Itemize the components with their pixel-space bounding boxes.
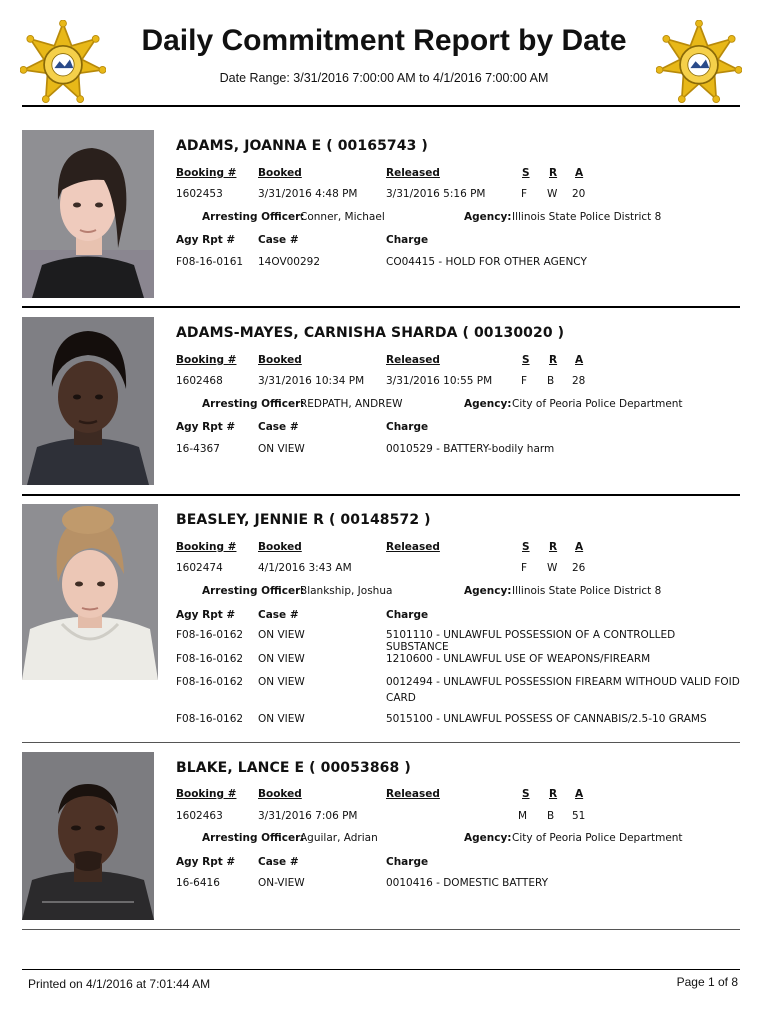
charge-value: 0010529 - BATTERY-bodily harm <box>386 443 555 455</box>
sex-label: S <box>522 788 530 800</box>
arresting-officer-value: REDPATH, ANDREW <box>300 398 403 410</box>
agency-label: Agency: <box>464 398 512 410</box>
page-indicator: Page 1 of 8 <box>676 975 738 989</box>
booking-number: 1602453 <box>176 188 223 200</box>
agency-value: Illinois State Police District 8 <box>512 211 662 223</box>
agency-label: Agency: <box>464 832 512 844</box>
inmate-record <box>22 752 740 927</box>
agy-rpt-label: Agy Rpt # <box>176 421 236 433</box>
booking-label: Booking # <box>176 354 237 366</box>
agy-rpt-value: 16-6416 <box>176 877 220 889</box>
booked-label: Booked <box>258 788 302 800</box>
mugshot-photo <box>22 504 158 680</box>
sex-value: F <box>521 188 528 200</box>
sex-label: S <box>522 541 530 553</box>
released-label: Released <box>386 354 440 366</box>
record-divider <box>22 742 740 743</box>
sex-label: S <box>522 354 530 366</box>
header-divider <box>22 105 740 107</box>
date-range: Date Range: 3/31/2016 7:00:00 AM to 4/1/2016 7:00:00 AM <box>219 71 549 85</box>
age-label: A <box>575 167 584 179</box>
race-value: B <box>547 375 555 387</box>
booked-datetime: 4/1/2016 3:43 AM <box>258 562 352 574</box>
case-value: 14OV00292 <box>258 256 321 268</box>
booked-label: Booked <box>258 354 302 366</box>
race-value: W <box>547 188 558 200</box>
inmate-record <box>22 317 740 492</box>
arresting-officer-label: Arresting Officer: <box>202 211 305 223</box>
sex-value: F <box>521 562 528 574</box>
agy-rpt-label: Agy Rpt # <box>176 609 236 621</box>
footer-divider <box>22 969 740 970</box>
booked-datetime: 3/31/2016 4:48 PM <box>258 188 358 200</box>
charge-value: 5015100 - UNLAWFUL POSSESS OF CANNABIS/2.5-10 GRAMS <box>386 713 707 725</box>
case-label: Case # <box>258 856 299 868</box>
agency-value: City of Peoria Police Department <box>512 398 683 410</box>
booked-label: Booked <box>258 167 302 179</box>
case-value: ON VIEW <box>258 443 305 455</box>
released-label: Released <box>386 167 440 179</box>
charge-label: Charge <box>386 234 429 246</box>
booked-label: Booked <box>258 541 302 553</box>
record-divider <box>22 929 740 930</box>
released-label: Released <box>386 541 440 553</box>
sheriff-star-badge-icon <box>656 20 742 106</box>
printed-timestamp: Printed on 4/1/2016 at 7:01:44 AM <box>28 977 211 991</box>
age-label: A <box>575 541 584 553</box>
case-value: ON VIEW <box>258 676 305 688</box>
charge-label: Charge <box>386 421 429 433</box>
inmate-name: ADAMS, JOANNA E ( 00165743 ) <box>176 138 428 154</box>
case-label: Case # <box>258 234 299 246</box>
agy-rpt-value: F08-16-0162 <box>176 713 244 725</box>
sex-value: F <box>521 375 528 387</box>
agy-rpt-value: F08-16-0162 <box>176 653 244 665</box>
booking-number: 1602463 <box>176 810 223 822</box>
booking-number: 1602474 <box>176 562 223 574</box>
arresting-officer-label: Arresting Officer: <box>202 832 305 844</box>
inmate-name: BEASLEY, JENNIE R ( 00148572 ) <box>176 512 431 528</box>
arresting-officer-label: Arresting Officer: <box>202 585 305 597</box>
inmate-name: ADAMS-MAYES, CARNISHA SHARDA ( 00130020 ) <box>176 325 565 341</box>
charge-label: Charge <box>386 609 429 621</box>
booking-number: 1602468 <box>176 375 223 387</box>
age-label: A <box>575 788 584 800</box>
charge-label: Charge <box>386 856 429 868</box>
mugshot-photo <box>22 130 154 298</box>
booked-datetime: 3/31/2016 10:34 PM <box>258 375 365 387</box>
released-label: Released <box>386 788 440 800</box>
agency-value: City of Peoria Police Department <box>512 832 683 844</box>
inmate-name: BLAKE, LANCE E ( 00053868 ) <box>176 760 411 776</box>
charge-value: 0010416 - DOMESTIC BATTERY <box>386 877 549 889</box>
race-value: B <box>547 810 555 822</box>
arresting-officer-value: Conner, Michael <box>300 211 385 223</box>
race-label: R <box>549 167 558 179</box>
age-label: A <box>575 354 584 366</box>
released-datetime: 3/31/2016 5:16 PM <box>386 188 486 200</box>
booked-datetime: 3/31/2016 7:06 PM <box>258 810 358 822</box>
sex-label: S <box>522 167 530 179</box>
agy-rpt-value: 16-4367 <box>176 443 220 455</box>
booking-label: Booking # <box>176 788 237 800</box>
race-label: R <box>549 541 558 553</box>
charge-value: 1210600 - UNLAWFUL USE OF WEAPONS/FIREARM <box>386 653 651 665</box>
case-label: Case # <box>258 421 299 433</box>
case-label: Case # <box>258 609 299 621</box>
agy-rpt-label: Agy Rpt # <box>176 234 236 246</box>
arresting-officer-label: Arresting Officer: <box>202 398 305 410</box>
age-value: 26 <box>572 562 586 574</box>
agency-label: Agency: <box>464 585 512 597</box>
agency-label: Agency: <box>464 211 512 223</box>
arresting-officer-value: Blankship, Joshua <box>300 585 393 597</box>
race-value: W <box>547 562 558 574</box>
race-label: R <box>549 354 558 366</box>
inmate-record <box>22 504 740 736</box>
report-title: Daily Commitment Report by Date <box>141 24 627 57</box>
agy-rpt-label: Agy Rpt # <box>176 856 236 868</box>
mugshot-photo <box>22 752 154 920</box>
record-divider <box>22 306 740 308</box>
agency-value: Illinois State Police District 8 <box>512 585 662 597</box>
charge-value: 5101110 - UNLAWFUL POSSESSION OF A CONTROLLED SUBSTANCE <box>386 629 676 653</box>
booking-label: Booking # <box>176 541 237 553</box>
sex-value: M <box>518 810 528 822</box>
report-header <box>0 0 768 110</box>
record-divider <box>22 494 740 496</box>
mugshot-photo <box>22 317 154 485</box>
charge-value: 0012494 - UNLAWFUL POSSESSION FIREARM WITHOUD VALID FOID <box>386 676 740 688</box>
race-label: R <box>549 788 558 800</box>
inmate-record <box>22 130 740 305</box>
age-value: 51 <box>572 810 586 822</box>
case-value: ON VIEW <box>258 653 305 665</box>
agy-rpt-value: F08-16-0162 <box>176 676 244 688</box>
charge-value-continued: CARD <box>386 692 416 704</box>
case-value: ON VIEW <box>258 713 305 725</box>
case-value: ON VIEW <box>258 629 305 641</box>
case-value: ON-VIEW <box>258 877 305 889</box>
agy-rpt-value: F08-16-0162 <box>176 629 244 641</box>
booking-label: Booking # <box>176 167 237 179</box>
released-datetime: 3/31/2016 10:55 PM <box>386 375 493 387</box>
age-value: 28 <box>572 375 586 387</box>
age-value: 20 <box>572 188 586 200</box>
arresting-officer-value: Aguilar, Adrian <box>300 832 378 844</box>
agy-rpt-value: F08-16-0161 <box>176 256 244 268</box>
charge-value: CO04415 - HOLD FOR OTHER AGENCY <box>386 256 587 268</box>
